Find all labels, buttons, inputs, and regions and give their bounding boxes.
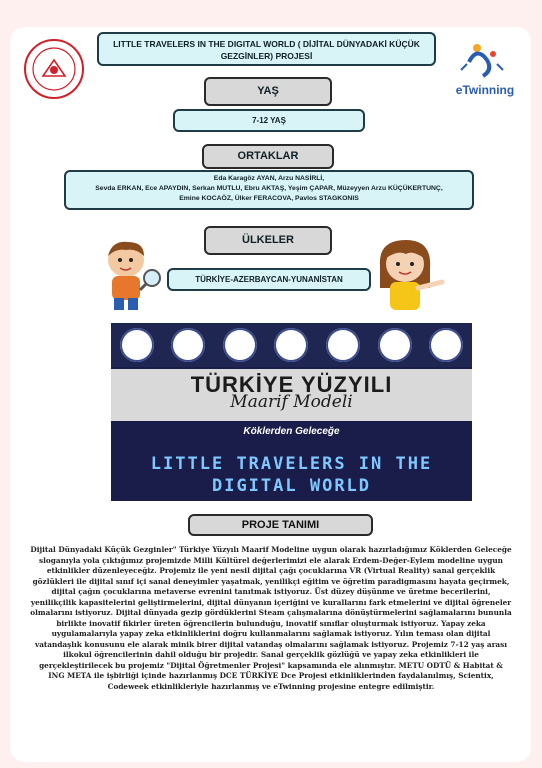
banner-line-4: LITTLE TRAVELERS IN THE	[150, 454, 433, 474]
codeweek-logo-icon	[429, 328, 463, 362]
turkiye-yuzyili-strip	[111, 369, 472, 421]
ministry-logo-icon	[223, 328, 257, 362]
banner-project-name	[111, 453, 472, 497]
banner-slogan: Köklerden Geleceğe	[243, 426, 340, 437]
partners-line: Emine KOCAÖZ, Ülker FERACOVA, Pavlos STAGKONIS	[179, 195, 359, 202]
countries-value: TÜRKİYE-AZERBAYCAN-YUNANİSTAN	[167, 268, 371, 291]
age-heading: YAŞ	[204, 77, 332, 106]
description-heading: PROJE TANIMI	[188, 514, 373, 536]
partner-logos-row	[111, 323, 472, 367]
partners-line: Eda Karagöz AYAN, Arzu NASİRLİ,	[213, 175, 325, 182]
age-value: 7-12 YAŞ	[173, 109, 365, 132]
travelers-logo-icon	[171, 328, 205, 362]
etwinning-logo-icon	[120, 328, 154, 362]
description-text: Dijital Dünyadaki Küçük Gezginler" Türkiye Yüzyılı Maarif Modeline uygun olarak hazırladığımız Köklerden Geleceğe sloganıyla yola çıktığımız projemizde Milli Kültürel değerlerimizi ele alarak Erdem-Değer-Eylem modeline uygun etkinlikler düzenleyeceğiz. Projemiz ile yeni nesil dijital çağı çocuklarına VR (Virtual Reality) sanal gerçeklik gözlükleri ile dijital sınıf içi sanal deneyimler yaşatmak, yenilikçi eğitim ve öğretim paradigmasını hayata geçirmek, dijital çağın çocuklarına metaverse evrenini tanıtmak istiyoruz. Üst düzey düşünme ve üretme becerilerini, yenilikçilik kapasitelerini geliştirmelerini, dijital dünyanın içeriğini ve kurallarını fark etmelerini ve dijital öğreneler olmalarını istiyoruz. Dijital dünyada gezip gördüklerini Steam çalışmalarına dönüştürmelerini sağlamalarını bununla birlikte inovatif fikirler üreten öğrencilerin bulunduğu, inovatif sınıflar oluşturmak istiyoruz. Yapay zeka uygulamalarıyla yapay zeka etkinliklerini doğru kullanmalarını sağlamak istiyoruz. Yılın teması olan dijital vatandaşlık konusunu ele alarak minik birer dijital vatandaş olmalarını sağlamak istiyoruz. Projemiz 7-12 yaş arası ilkokul öğrencilerinin dahil olduğu bir projedir. Sanal gerçeklik gözlüğü ve yapay zeka etkinlikleri ile gerçekleştirilecek bu projemiz "Dijital Öğretmenler Projesi" kapsamında ele alınmıştır. METU ODTÜ & Habitat & ING META ile işbirliği içinde hazırlanmış DCE TÜRKİYE Dce Projesi etkinliklerinden faydalanılmış, Scientix, Codeweek etkinlikleriyle hazırlanmış ve eTwinning projesine entegre edilmiştir.	[30, 545, 512, 691]
partners-heading: ORTAKLAR	[202, 144, 334, 169]
boy-with-magnifier-illustration	[98, 236, 164, 314]
maarif-model-banner	[111, 323, 472, 501]
etwinning-label: eTwinning	[455, 83, 515, 97]
partners-line: Sevda ERKAN, Ece APAYDIN, Serkan MUTLU, Ebru AKTAŞ, Yeşim ÇAPAR, Müzeyyen Arzu KÜÇÜKERTUNÇ,	[95, 185, 443, 192]
banner-line-1: TÜRKİYE YÜZYILI	[190, 372, 393, 397]
countries-heading: ÜLKELER	[204, 226, 332, 255]
banner-line-5: DIGITAL WORLD	[211, 476, 372, 496]
etwinning-logo	[447, 40, 523, 96]
banner-line-2: Maarif Modeli	[230, 392, 353, 412]
ministry-seal-icon	[23, 38, 85, 100]
turkiye-yuzyili-logo-icon	[274, 328, 308, 362]
etwinning-icon	[447, 40, 523, 80]
partners-list	[64, 170, 474, 210]
partner-logo-icon	[378, 328, 412, 362]
scientix-logo-icon	[326, 328, 360, 362]
girl-pointing-illustration	[372, 236, 452, 314]
project-title: LITTLE TRAVELERS IN THE DIGITAL WORLD ( DİJİTAL DÜNYADAKİ KÜÇÜK GEZGİNLER) PROJESİ	[97, 32, 436, 66]
